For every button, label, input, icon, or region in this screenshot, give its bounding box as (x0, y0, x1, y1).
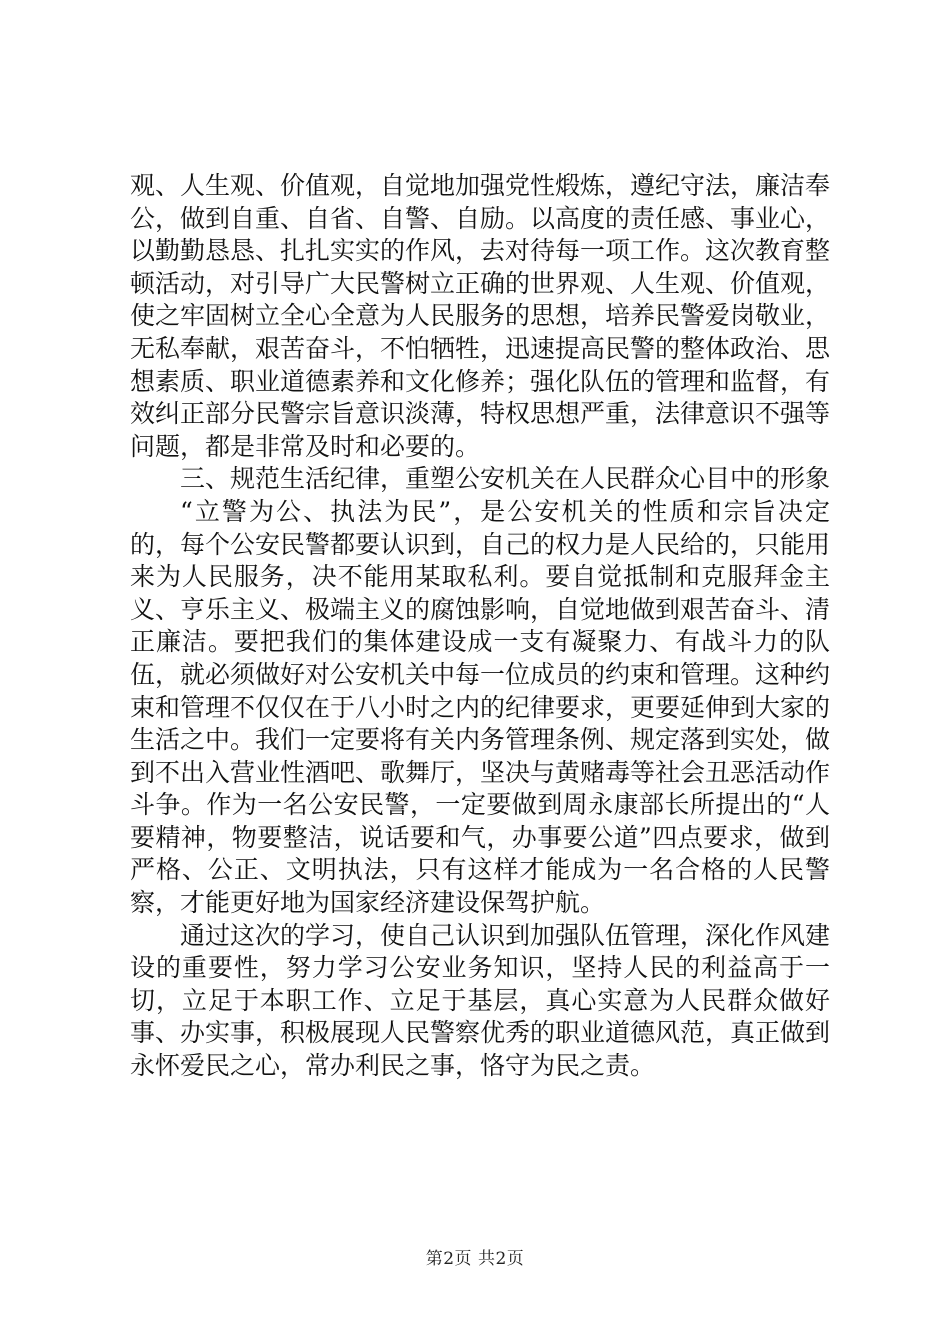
page-number-footer: 第2页 共2页 (425, 1249, 525, 1269)
paragraph: “立警为公、执法为民”，是公安机关的性质和宗旨决定的，每个公安民警都要认识到，自己的权力是人民给的，只能用来为人民服务，决不能用某取私利。要自觉抵制和克服拜金主义、亨乐主义、极端主义的腐蚀影响，自觉地做到艰苦奋斗、清正廉洁。要把我们的集体建设成一支有凝聚力、有战斗力的队伍，就必须做好对公安机关中每一位成员的约束和管理。这种约束和管理不仅仅在于八小时之内的纪律要求，更要延伸到大家的生活之中。我们一定要将有关内务管理条例、规定落到实处，做到不出入营业性酒吧、歌舞厅，坚决与黄赌毒等社会丑恶活动作斗争。作为一名公安民警，一定要做到周永康部长所提出的“人要精神，物要整洁，说话要和气，办事要公道”四点要求，做到严格、公正、文明执法，只有这样才能成为一名合格的人民警察，才能更好地为国家经济建设保驾护航。 (130, 496, 831, 918)
paragraph: 通过这次的学习，使自己认识到加强队伍管理，深化作风建设的重要性，努力学习公安业务知识，坚持人民的利益高于一切，立足于本职工作、立足于基层，真心实意为人民群众做好事、办实事，积极展现人民警察优秀的职业道德风范，真正做到永怀爱民之心，常办利民之事，恪守为民之责。 (130, 920, 831, 1081)
document-body (130, 170, 830, 1083)
section-heading: 三、规范生活纪律，重塑公安机关在人民群众心目中的形象 (180, 464, 831, 494)
paragraph-continuation: 观、人生观、价值观，自觉地加强党性煅炼，遵纪守法，廉洁奉公，做到自重、自省、自警、自励。以高度的责任感、事业心，以勤勤恳恳、扎扎实实的作风，去对待每一项工作。这次教育整顿活动，对引导广大民警树立正确的世界观、人生观、价值观，使之牢固树立全心全意为人民服务的思想，培养民警爱岗敬业，无私奉献，艰苦奋斗，不怕牺牲，迅速提高民警的整体政治、思想素质、职业道德素养和文化修养；强化队伍的管理和监督，有效纠正部分民警宗旨意识淡薄，特权思想严重，法律意识不强等问题，都是非常及时和必要的。 (130, 171, 831, 461)
